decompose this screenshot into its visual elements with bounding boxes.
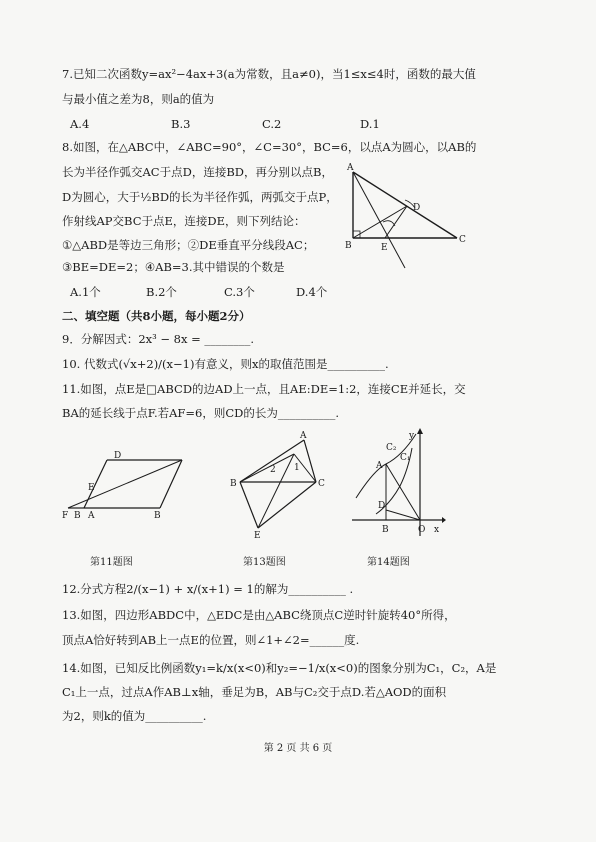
q14-label-b: B bbox=[382, 525, 389, 535]
q7-option-c: C.2 bbox=[262, 117, 282, 131]
q11-label-e: E bbox=[88, 483, 95, 493]
q13-label-1: 1 bbox=[294, 463, 300, 473]
q13-label-2: 2 bbox=[270, 465, 276, 475]
q7-option-a: A.4 bbox=[70, 117, 90, 131]
q13-label-c: C bbox=[318, 479, 325, 489]
q11-label-b2: B bbox=[154, 511, 161, 521]
q14-caption: 第14题图 bbox=[367, 557, 410, 568]
q14-label-x: x bbox=[434, 525, 440, 535]
q11-label-f: F bbox=[62, 511, 69, 521]
q10-text: 10. 代数式(√x+2)/(x−1)有意义，则x的取值范围是__________. bbox=[62, 357, 389, 371]
q13-line1: 13.如图，四边形ABDC中，△EDC是由△ABC绕顶点C逆时针旋转40°所得， bbox=[62, 608, 456, 622]
q11-line1: 11.如图，点E是□ABCD的边AD上一点，且AE:DE=1:2，连接CE并延长，交 bbox=[62, 382, 466, 396]
q8-line6: ③BE=DE=2；④AB=3.其中错误的个数是 bbox=[62, 260, 285, 274]
q8-figure bbox=[345, 160, 485, 270]
q14-line1: 14.如图，已知反比例函数y₁=k/x(x<0)和y₂=−1/x(x<0)的图象分别为C₁，C₂，A是 bbox=[62, 661, 497, 675]
q13-line2: 顶点A恰好转到AB上一点E的位置，则∠1+∠2=______度. bbox=[62, 633, 360, 647]
q11-caption: 第11题图 bbox=[90, 557, 133, 568]
q8-option-c: C.3个 bbox=[224, 285, 255, 299]
q14-line2: C₁上一点，过点A作AB⊥x轴，垂足为B，AB与C₂交于点D.若△AOD的面积 bbox=[62, 685, 447, 699]
q8-label-c: C bbox=[459, 235, 466, 245]
q8-line5: ①△ABD是等边三角形；②DE垂直平分线段AC； bbox=[62, 238, 315, 252]
q8-option-d: D.4个 bbox=[296, 285, 328, 299]
page-footer: 第 2 页 共 6 页 bbox=[263, 743, 333, 754]
q8-label-b: B bbox=[345, 241, 352, 251]
q13-figure bbox=[228, 431, 338, 541]
q11-figure bbox=[62, 448, 192, 521]
q13-caption: 第13题图 bbox=[243, 557, 286, 568]
q14-label-c2: C₂ bbox=[386, 443, 397, 453]
q14-label-o: O bbox=[418, 525, 426, 535]
q14-label-d: D bbox=[378, 501, 386, 511]
q14-label-a: A bbox=[376, 461, 383, 471]
q7-option-d: D.1 bbox=[360, 117, 380, 131]
q12-text: 12.分式方程2/(x−1) + x/(x+1) = 1的解为__________ . bbox=[62, 582, 354, 596]
q14-figure bbox=[346, 428, 446, 538]
q8-line3: D为圆心，大于½BD的长为半径作弧，两弧交于点P， bbox=[62, 190, 338, 204]
q14-line3: 为2，则k的值为__________. bbox=[62, 709, 207, 723]
q11-label-b1: B bbox=[74, 511, 81, 521]
q7-line2: 与最小值之差为8，则a的值为 bbox=[62, 92, 215, 106]
q8-label-e: E bbox=[381, 243, 388, 253]
q13-label-a: A bbox=[300, 431, 307, 441]
q8-label-a: A bbox=[347, 163, 354, 173]
q7-line1: 7.已知二次函数y=ax²−4ax+3(a为常数，且a≠0)，当1≤x≤4时，函数的最大值 bbox=[62, 67, 476, 81]
q9-text: 9．分解因式：2x³ − 8x = ________. bbox=[62, 332, 255, 346]
q8-line4: 作射线AP交BC于点E，连接DE，则下列结论： bbox=[62, 214, 306, 228]
q11-label-a: A bbox=[88, 511, 95, 521]
q11-label-d: D bbox=[114, 451, 122, 461]
q14-label-y: y bbox=[409, 431, 415, 441]
q8-option-b: B.2个 bbox=[146, 285, 177, 299]
q8-line1: 8.如图，在△ABC中，∠ABC=90°，∠C=30°，BC=6，以点A为圆心，以AB的 bbox=[62, 140, 477, 154]
q8-label-d: D bbox=[413, 203, 421, 213]
section2-title: 二、填空题（共8小题，每小题2分） bbox=[62, 309, 251, 323]
q13-label-b: B bbox=[230, 479, 237, 489]
q13-label-e: E bbox=[254, 531, 261, 541]
q8-line2: 长为半径作弧交AC于点D，连接BD，再分别以点B， bbox=[62, 165, 333, 179]
q7-option-b: B.3 bbox=[171, 117, 191, 131]
q14-label-c1: C₁ bbox=[400, 453, 411, 463]
q11-line2: BA的延长线于点F.若AF=6，则CD的长为__________. bbox=[62, 406, 340, 420]
q8-option-a: A.1个 bbox=[70, 285, 101, 299]
